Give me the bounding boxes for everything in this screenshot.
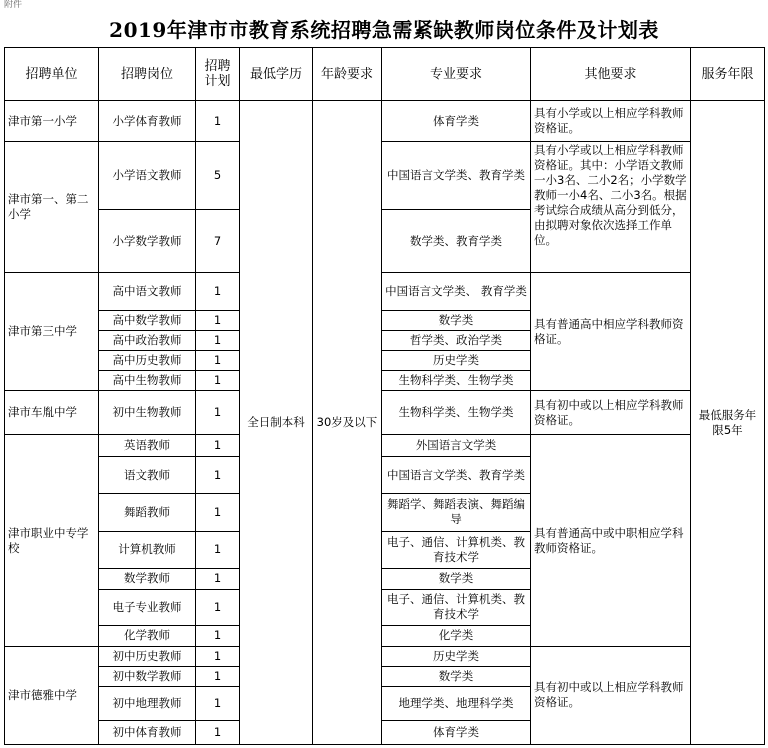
other-req-cell: 具有小学或以上相应学科教师资格证。: [531, 101, 691, 142]
plan-cell: 1: [196, 686, 240, 720]
plan-cell: 1: [196, 666, 240, 686]
plan-cell: 1: [196, 101, 240, 142]
major-cell: 数学类: [382, 568, 531, 589]
plan-cell: 1: [196, 625, 240, 646]
post-cell: 小学体育教师: [99, 101, 196, 142]
unit-cell: 津市德雅中学: [5, 646, 99, 744]
post-cell: 初中历史教师: [99, 646, 196, 666]
plan-cell: 1: [196, 351, 240, 371]
unit-cell: 津市第三中学: [5, 273, 99, 391]
post-cell: 英语教师: [99, 435, 196, 457]
other-req-cell: 具有小学或以上相应学科教师资格证。其中：小学语文教师一小3名、二小2名；小学数学教师一小4名、二小3名。根据考试综合成绩从高分到低分，由拟聘对象依次选择工作单位。: [531, 142, 691, 273]
table-row: [5, 391, 765, 435]
plan-cell: 1: [196, 273, 240, 311]
post-cell: 高中数学教师: [99, 311, 196, 331]
major-cell: 化学类: [382, 625, 531, 646]
post-cell: 高中语文教师: [99, 273, 196, 311]
service-cell: 最低服务年限5年: [691, 101, 765, 745]
plan-cell: 1: [196, 311, 240, 331]
plan-cell: 1: [196, 457, 240, 493]
plan-cell: 1: [196, 646, 240, 666]
post-cell: 语文教师: [99, 457, 196, 493]
plan-cell: 1: [196, 331, 240, 351]
plan-cell: 1: [196, 371, 240, 391]
post-cell: 初中体育教师: [99, 720, 196, 744]
plan-cell: 7: [196, 210, 240, 273]
unit-cell: 津市第一小学: [5, 101, 99, 142]
header-row: [5, 48, 765, 101]
header-age: 年龄要求: [313, 48, 382, 101]
header-service: 服务年限: [691, 48, 765, 101]
major-cell: 地理学类、地理科学类: [382, 686, 531, 720]
major-cell: 数学类: [382, 666, 531, 686]
plan-cell: 5: [196, 142, 240, 210]
major-cell: 舞蹈学、舞蹈表演、舞蹈编导: [382, 493, 531, 531]
major-cell: 生物科学类、生物学类: [382, 371, 531, 391]
major-cell: 历史学类: [382, 351, 531, 371]
major-cell: 生物科学类、生物学类: [382, 391, 531, 435]
plan-cell: 1: [196, 589, 240, 625]
post-cell: 数学教师: [99, 568, 196, 589]
post-cell: 舞蹈教师: [99, 493, 196, 531]
post-cell: 小学语文教师: [99, 142, 196, 210]
plan-cell: 1: [196, 531, 240, 568]
table-row: [5, 435, 765, 457]
major-cell: 体育学类: [382, 101, 531, 142]
attachment-caption: 附件: [4, 0, 23, 10]
major-cell: 外国语言文学类: [382, 435, 531, 457]
age-cell: 30岁及以下: [313, 101, 382, 745]
post-cell: 高中政治教师: [99, 331, 196, 351]
plan-cell: 1: [196, 568, 240, 589]
other-req-cell: 具有初中或以上相应学科教师资格证。: [531, 646, 691, 744]
post-cell: 电子专业教师: [99, 589, 196, 625]
header-education: 最低学历: [240, 48, 313, 101]
major-cell: 电子、通信、计算机类、教育技术学: [382, 531, 531, 568]
post-cell: 计算机教师: [99, 531, 196, 568]
major-cell: 电子、通信、计算机类、教育技术学: [382, 589, 531, 625]
education-cell: 全日制本科: [240, 101, 313, 745]
major-cell: 哲学类、政治学类: [382, 331, 531, 351]
plan-cell: 1: [196, 720, 240, 744]
table-row: [5, 646, 765, 666]
unit-cell: 津市车胤中学: [5, 391, 99, 435]
other-req-cell: 具有初中或以上相应学科教师资格证。: [531, 391, 691, 435]
major-cell: 体育学类: [382, 720, 531, 744]
recruitment-table: [4, 47, 765, 745]
header-other: 其他要求: [531, 48, 691, 101]
post-cell: 高中生物教师: [99, 371, 196, 391]
post-cell: 初中数学教师: [99, 666, 196, 686]
table-row: [5, 273, 765, 311]
post-cell: 初中生物教师: [99, 391, 196, 435]
other-req-cell: 具有普通高中或中职相应学科教师资格证。: [531, 435, 691, 646]
header-post: 招聘岗位: [99, 48, 196, 101]
header-plan: 招聘计划: [196, 48, 240, 101]
post-cell: 高中历史教师: [99, 351, 196, 371]
plan-cell: 1: [196, 435, 240, 457]
page-title: 2019年津市市教育系统招聘急需紧缺教师岗位条件及计划表: [109, 17, 659, 42]
major-cell: 数学类: [382, 311, 531, 331]
plan-cell: 1: [196, 493, 240, 531]
table-row: [5, 142, 765, 210]
header-unit: 招聘单位: [5, 48, 99, 101]
post-cell: 初中地理教师: [99, 686, 196, 720]
post-cell: 小学数学教师: [99, 210, 196, 273]
plan-cell: 1: [196, 391, 240, 435]
other-req-cell: 具有普通高中相应学科教师资格证。: [531, 273, 691, 391]
header-major: 专业要求: [382, 48, 531, 101]
major-cell: 中国语言文学类、教育学类: [382, 457, 531, 493]
unit-cell: 津市第一、第二小学: [5, 142, 99, 273]
table-row: [5, 101, 765, 142]
major-cell: 中国语言文学类、教育学类: [382, 142, 531, 210]
post-cell: 化学教师: [99, 625, 196, 646]
major-cell: 数学类、教育学类: [382, 210, 531, 273]
unit-cell: 津市职业中专学校: [5, 435, 99, 646]
major-cell: 中国语言文学类、 教育学类: [382, 273, 531, 311]
major-cell: 历史学类: [382, 646, 531, 666]
